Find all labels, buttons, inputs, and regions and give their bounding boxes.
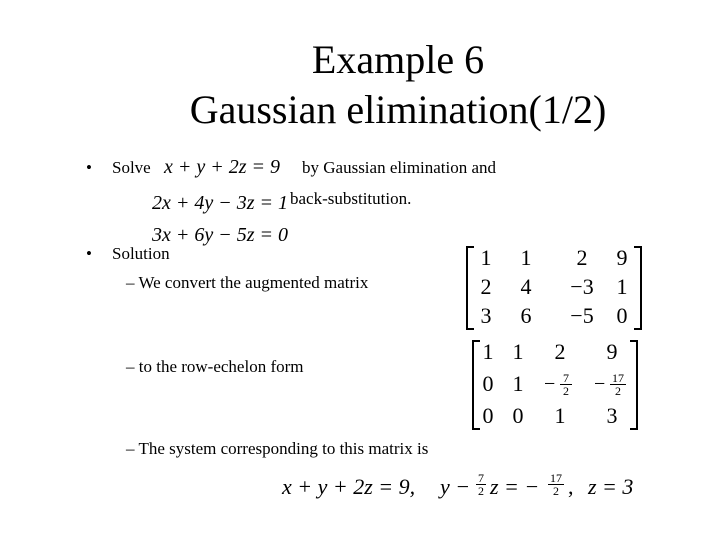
fraction-denominator: 2	[478, 484, 484, 498]
fraction-denominator: 2	[553, 484, 559, 498]
sub-bullet-system: – The system corresponding to this matrix is	[126, 439, 429, 458]
slide-title-line1: Example 6	[311, 37, 485, 82]
matrix-cell-fraction	[610, 372, 626, 397]
matrix-cell-minus: −	[594, 373, 606, 395]
solution-label: Solution	[112, 244, 170, 263]
system-equation-2: 2x + 4y − 3z = 1	[152, 192, 289, 214]
matrix-right-bracket	[630, 340, 638, 430]
echelon-matrix	[472, 340, 638, 430]
solve-label: Solve	[112, 158, 151, 177]
sub-bullet-convert: – We convert the augmented matrix	[126, 273, 369, 292]
fraction-denominator: 2	[563, 384, 569, 398]
matrix-cell: 1	[482, 339, 494, 364]
matrix-cell: 0	[512, 403, 524, 428]
slide-title-line2: Gaussian elimination(1/2)	[189, 87, 607, 132]
matrix-cell-fraction	[560, 372, 572, 397]
result-fraction-7-2	[476, 472, 486, 497]
fraction-numerator: 17	[550, 471, 562, 485]
matrix-cell: 0	[482, 403, 494, 428]
fraction-denominator: 2	[615, 384, 621, 398]
result-equation-2-mid: z = −	[490, 474, 540, 499]
matrix-cell: 1	[512, 371, 524, 396]
result-equation-2-comma: ,	[568, 474, 574, 499]
matrix-cell: 1	[520, 245, 532, 270]
matrix-cell: 1	[554, 403, 566, 428]
bullet-marker: •	[86, 244, 92, 263]
matrix-left-bracket	[466, 246, 474, 330]
instruction-text-line2: back-substitution.	[290, 189, 412, 208]
matrix-cell: 1	[616, 274, 628, 299]
result-equation-2-start: y −	[440, 474, 471, 499]
matrix-cell: 9	[616, 245, 628, 270]
matrix-cell: 4	[520, 274, 532, 299]
matrix-cell: 3	[480, 303, 492, 328]
matrix-cell: 2	[480, 274, 492, 299]
system-equation-3: 3x + 6y − 5z = 0	[152, 224, 289, 246]
matrix-cell-minus: −	[544, 373, 556, 395]
sub-bullet-echelon: – to the row-echelon form	[126, 357, 304, 376]
augmented-matrix	[466, 246, 642, 330]
matrix-cell: 2	[576, 245, 588, 270]
matrix-cell: −3	[570, 274, 594, 299]
matrix-cell: 3	[606, 403, 618, 428]
fraction-numerator: 17	[612, 371, 624, 385]
fraction-numerator: 7	[563, 371, 569, 385]
matrix-cell: 0	[482, 371, 494, 396]
matrix-cell: 6	[520, 303, 532, 328]
result-fraction-17-2	[548, 472, 564, 497]
matrix-right-bracket	[634, 246, 642, 330]
matrix-cell: −5	[570, 303, 594, 328]
system-equation-1: x + y + 2z = 9	[164, 156, 281, 178]
fraction-numerator: 7	[478, 471, 484, 485]
matrix-cell: 1	[512, 339, 524, 364]
bullet-marker: •	[86, 158, 92, 177]
result-equation-1: x + y + 2z = 9,	[282, 474, 416, 499]
result-equation-3: z = 3	[588, 474, 634, 499]
matrix-cell: 2	[554, 339, 566, 364]
matrix-cell: 1	[480, 245, 492, 270]
matrix-cell: 0	[616, 303, 628, 328]
instruction-text-line1: by Gaussian elimination and	[302, 158, 497, 177]
matrix-cell: 9	[606, 339, 618, 364]
